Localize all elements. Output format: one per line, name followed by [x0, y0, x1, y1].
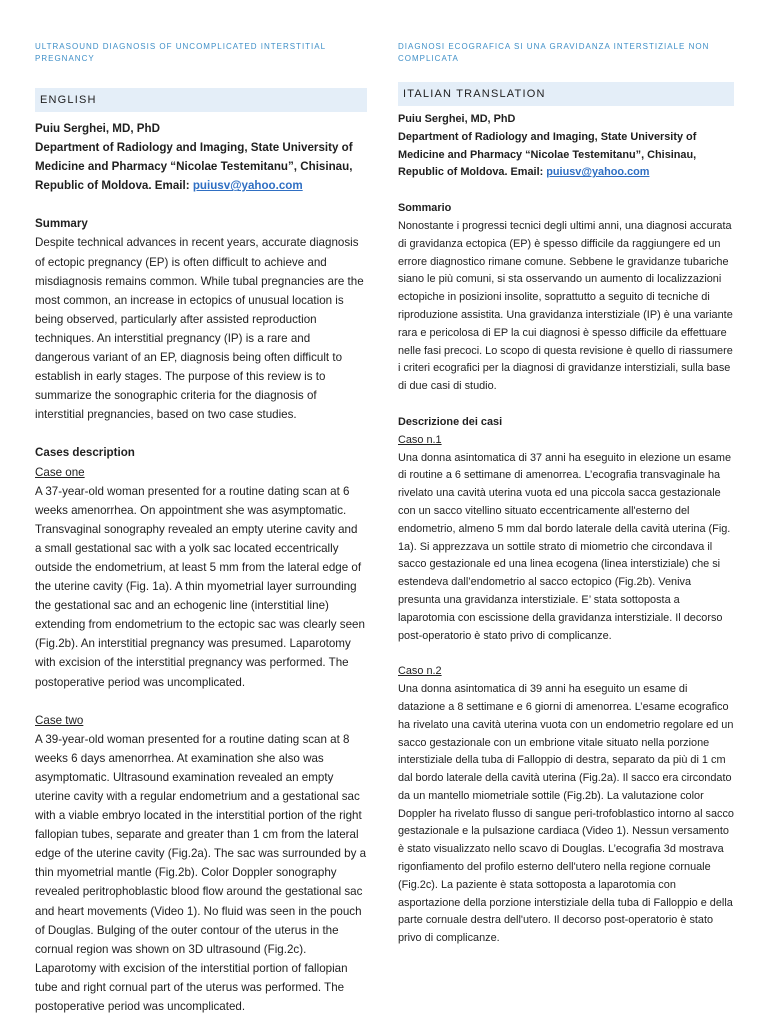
- case-one-label: Case one: [35, 465, 85, 479]
- language-label-english: ENGLISH: [35, 88, 367, 112]
- author-email-link[interactable]: puiusv@yahoo.com: [192, 179, 303, 193]
- author-name-it: Puiu Serghei, MD, PhD: [398, 113, 516, 125]
- language-label-italian: ITALIAN TRANSLATION: [398, 82, 734, 106]
- cases-heading-it: Descrizione dei casi: [398, 415, 503, 428]
- sommario-heading: Sommario: [398, 202, 452, 215]
- cases-heading: Cases description: [35, 446, 135, 460]
- english-content: [35, 119, 367, 1016]
- case-two-text-it: Una donna asintomatica di 39 anni ha eseguito un esame di datazione a 8 settimane e 6 giorni di amenorrea. L’esame ecografico ha rivelato una cavità uterina vuota con un endometrio regolare ed un sacco gestazionale con un embrione vitale situato nella porzione interstiziale della tuba di Falloppio di destra, separato da più di 1 cm dal bordo laterale della cavità uterina (Fig.2a). Il sacco era circondato da un mantello miometriale sottile (Fig.2b). La valutazione color Doppler ha rivelato flusso di sangue peri-trofoblastico intorno al sacco gestazionale e la pulsazione cardiaca (Video 1). Nessun versamento è stato visualizzato nello scavo di Douglas. L’ecografia 3d mostrava rigonfiamento del profilo esterno dell'utero nella regione cornuale (Fig.2c). La paziente è stata sottoposta a laparotomia con asportazione della porzione interstiziale della tuba di Falloppio e della parte cornuale destra dell'utero. Il decorso post-operatorio è stato privo di complicanze.: [398, 683, 734, 945]
- case-two-label-it: Caso n.2: [398, 665, 442, 678]
- italian-content: [398, 111, 734, 948]
- sommario-text: Nonostante i progressi tecnici degli ultimi anni, una diagnosi accurata di gravidanza ectopica (EP) è spesso difficile da raggiungere ed un errore diagnostico rimane comune. Sebbene le gravidanze tubariche siano le più comuni, si sta osservando un aumento di localizzazioni ectopiche in posizioni insolite, soprattutto a seguito di tecniche di riproduzione assistita. Una gravidanza interstiziale (IP) è una variante rara e pericolosa di EP la cui diagnosi è spesso difficile da effettuare nelle fasi precoci. Lo scopo di questa revisione è quello di riassumere i criteri ecografici per la diagnosi di gravidanze interstiziali, sulla base di due casi di studio.: [398, 219, 733, 393]
- author-affiliation: [35, 138, 367, 195]
- author-affiliation-it: [398, 129, 734, 182]
- author-email-link-it[interactable]: puiusv@yahoo.com: [546, 166, 650, 179]
- case-one-text-it: Una donna asintomatica di 37 anni ha eseguito in elezione un esame di routine a 6 settimane di amenorrea. L’ecografia transvaginale ha rivelato una cavità uterina vuota ed una piccola sacca gestazionale con un sacco vitellino situato eccentricamente all'esterno del endometrio, almeno 5 mm dal bordo laterale della cavità uterina (Fig. 1a). Si apprezzava un sottile strato di miometrio che circondava il sacco gestazionale ed una linea ecogena (linea interstiziale) che si estendeva dall’endometrio al sacco ectopico (Fig.2b). Veniva presunta una gravidanza interstiziale. E’ stata sottoposta a laparotomia con escissione della gravidanza interstiziale. Il decorso post-operatorio è stato privo di complicanze.: [398, 451, 731, 642]
- case-one-text: A 37-year-old woman presented for a routine dating scan at 6 weeks amenorrhea. On appointment she was asymptomatic. Transvaginal sonography revealed an empty uterine cavity and a small gestational sac with a yolk sac located eccentrically outside the endometrium, at least 5 mm from the lateral edge of the uterine cavity (Fig. 1a). A thin myometrial layer surrounding the gestational sac and an echogenic line (interstitial line) extending from endometrium to the ectopic sac was clearly seen (Fig.2b). An interstitial pregnancy was presumed. Laparotomy with excision of the interstitial pregnancy was performed. The postoperative period was uncomplicated.: [35, 484, 365, 689]
- affiliation-text-it: Department of Radiology and Imaging, State University of Medicine and Pharmacy “Nicolae Testemitanu”, Chisinau, Republic of Moldova. Email:: [398, 130, 697, 179]
- author-name: Puiu Serghei, MD, PhD: [35, 122, 160, 135]
- affiliation-text: Department of Radiology and Imaging, State University of Medicine and Pharmacy “Nicolae Testemitanu”, Chisinau, Republic of Moldova. Email:: [35, 141, 353, 193]
- case-two-text: A 39-year-old woman presented for a routine dating scan at 8 weeks 6 days amenorrhea. At examination she also was asymptomatic. Ultrasound examination revealed an empty uterine cavity with a regular endometrium and a gestational sac with a viable embryo located in the interstitial portion of the right fallopian tubes, separate and greater than 1 cm from the lateral edge of the uterine cavity (Fig.2a). The sac was surrounded by a thin myometrial mantle (Fig.2b). Color Doppler sonography revealed peritrophoblastic blood flow around the gestational sac and heart movements (Video 1). No fluid was seen in the pouch of Douglas. Bulging of the outer contour of the uterus in the cornual region was shown on 3D ultrasound (Fig.2c). Laparotomy with excision of the interstitial portion of fallopian tube and right cornual part of the uterus was performed. The postoperative period was uncomplicated.: [35, 732, 367, 1014]
- case-two-label: Case two: [35, 713, 84, 727]
- running-head-italian: DIAGNOSI ECOGRAFICA SI UNA GRAVIDANZA INTERSTIZIALE NON COMPLICATA: [398, 42, 710, 63]
- running-head-english: ULTRASOUND DIAGNOSIS OF UNCOMPLICATED INTERSTITIAL PREGNANCY: [35, 42, 326, 63]
- summary-text: Despite technical advances in recent years, accurate diagnosis of ectopic pregnancy (EP) is often difficult to achieve and misdiagnosis remains common. While tubal pregnancies are the most common, an increase in ectopics of unusual location is being observed, particularly after assisted reproduction techniques. An interstitial pregnancy (IP) is a rare and dangerous variant of an EP, diagnosis being often difficult to establish in early stages. The purpose of this review is to summarize the sonographic criteria for the diagnosis of interstitial pregnancies, based on two case studies.: [35, 236, 364, 422]
- case-one-label-it: Caso n.1: [398, 433, 442, 446]
- summary-heading: Summary: [35, 217, 88, 231]
